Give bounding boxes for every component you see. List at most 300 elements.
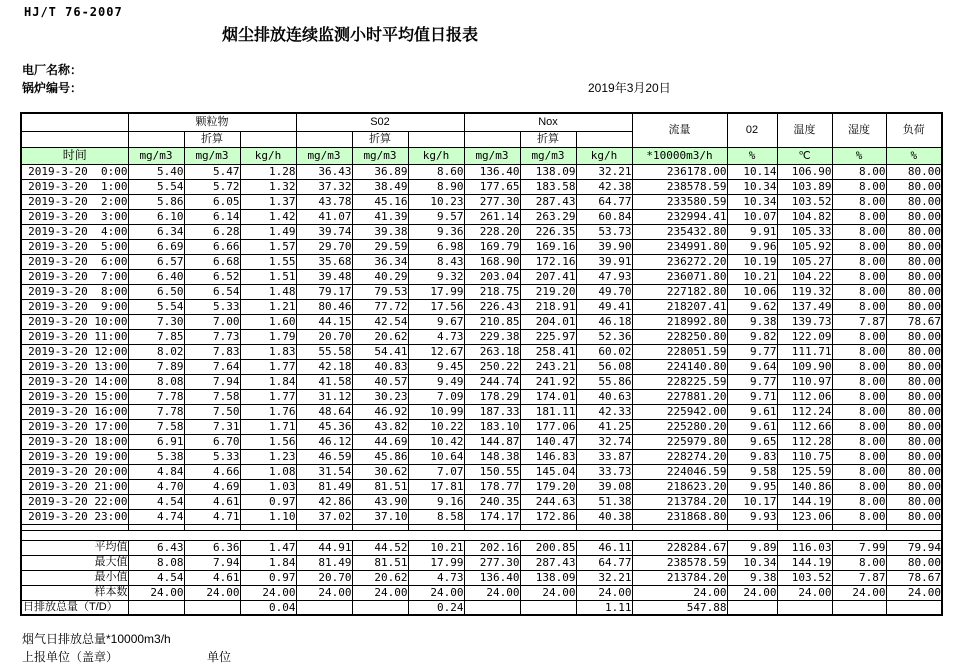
value-cell (777, 600, 832, 615)
value-cell: 174.01 (520, 389, 576, 404)
value-cell: 43.90 (352, 494, 408, 509)
value-cell: 42.18 (296, 359, 352, 374)
value-cell: 8.08 (128, 555, 184, 570)
value-cell: 9.67 (408, 314, 464, 329)
value-cell: 81.49 (296, 555, 352, 570)
report-date: 2019年3月20日 (588, 81, 671, 95)
value-cell: 80.00 (886, 209, 942, 224)
unit-cell: mg/m3 (464, 147, 520, 164)
unit-cell: mg/m3 (184, 147, 240, 164)
value-cell: 9.16 (408, 494, 464, 509)
value-cell: 8.00 (832, 224, 886, 239)
value-cell: 144.19 (777, 555, 832, 570)
value-cell: 8.00 (832, 209, 886, 224)
value-cell: 169.79 (464, 239, 520, 254)
value-cell: 7.83 (184, 344, 240, 359)
unit-cell: % (832, 147, 886, 164)
time-column-header: 时间 (21, 147, 128, 164)
summary-label-cell: 最小值 (21, 570, 128, 585)
value-cell: 8.43 (408, 254, 464, 269)
value-cell (464, 600, 520, 615)
value-cell: 44.91 (296, 540, 352, 555)
value-cell: 4.84 (128, 464, 184, 479)
value-cell: 81.51 (352, 479, 408, 494)
value-cell: 6.40 (128, 269, 184, 284)
value-cell: 8.00 (832, 449, 886, 464)
unit-cell: *10000m3/h (632, 147, 727, 164)
value-cell: 226.43 (464, 299, 520, 314)
value-cell: 80.00 (886, 344, 942, 359)
value-cell: 24.00 (464, 585, 520, 600)
value-cell: 9.71 (727, 389, 777, 404)
value-cell: 111.71 (777, 344, 832, 359)
value-cell: 202.16 (464, 540, 520, 555)
value-cell: 7.87 (832, 314, 886, 329)
value-cell: 80.00 (886, 254, 942, 269)
value-cell: 1.48 (240, 284, 296, 299)
value-cell: 7.30 (128, 314, 184, 329)
time-cell: 2019-3-20 5:00 (21, 239, 128, 254)
value-cell: 225280.20 (632, 419, 727, 434)
table-row (21, 540, 942, 555)
value-cell: 47.93 (576, 269, 632, 284)
unit-cell: mg/m3 (296, 147, 352, 164)
value-cell: 145.04 (520, 464, 576, 479)
value-cell: 226.35 (520, 224, 576, 239)
time-cell: 2019-3-20 15:00 (21, 389, 128, 404)
value-cell: 8.00 (832, 344, 886, 359)
plant-name-label: 电厂名称： (22, 63, 83, 77)
time-cell: 2019-3-20 14:00 (21, 374, 128, 389)
value-cell: 5.33 (184, 299, 240, 314)
header-converted: 折算 (184, 131, 240, 147)
value-cell: 80.00 (886, 509, 942, 524)
value-cell: 8.00 (832, 329, 886, 344)
value-cell: 56.08 (576, 359, 632, 374)
value-cell: 105.92 (777, 239, 832, 254)
value-cell: 119.32 (777, 284, 832, 299)
value-cell: 8.00 (832, 359, 886, 374)
value-cell: 4.69 (184, 479, 240, 494)
table-row (21, 570, 942, 585)
value-cell: 80.00 (886, 269, 942, 284)
value-cell: 105.27 (777, 254, 832, 269)
value-cell: 6.05 (184, 194, 240, 209)
table-row (21, 314, 942, 329)
value-cell (352, 600, 408, 615)
value-cell: 231868.80 (632, 509, 727, 524)
value-cell: 9.49 (408, 374, 464, 389)
value-cell (128, 600, 184, 615)
value-cell: 17.81 (408, 479, 464, 494)
value-cell: 81.51 (352, 555, 408, 570)
value-cell: 6.34 (128, 224, 184, 239)
value-cell: 178.77 (464, 479, 520, 494)
value-cell: 1.42 (240, 209, 296, 224)
value-cell: 125.59 (777, 464, 832, 479)
value-cell: 6.10 (128, 209, 184, 224)
value-cell: 123.06 (777, 509, 832, 524)
value-cell: 9.57 (408, 209, 464, 224)
value-cell: 9.64 (727, 359, 777, 374)
value-cell: 10.07 (727, 209, 777, 224)
value-cell: 10.19 (727, 254, 777, 269)
value-cell: 80.00 (886, 164, 942, 179)
value-cell: 7.58 (128, 419, 184, 434)
value-cell: 9.32 (408, 269, 464, 284)
value-cell: 6.50 (128, 284, 184, 299)
value-cell: 8.58 (408, 509, 464, 524)
value-cell: 6.57 (128, 254, 184, 269)
value-cell: 7.78 (128, 404, 184, 419)
table-row (21, 344, 942, 359)
value-cell: 168.90 (464, 254, 520, 269)
time-cell: 2019-3-20 23:00 (21, 509, 128, 524)
value-cell: 5.33 (184, 449, 240, 464)
value-cell: 1.11 (576, 600, 632, 615)
value-cell: 8.00 (832, 239, 886, 254)
value-cell: 139.73 (777, 314, 832, 329)
value-cell: 9.61 (727, 419, 777, 434)
unit-cell: kg/h (576, 147, 632, 164)
spacer-row (21, 530, 942, 540)
table-row (21, 464, 942, 479)
value-cell: 236178.00 (632, 164, 727, 179)
value-cell: 110.75 (777, 449, 832, 464)
value-cell: 4.54 (128, 494, 184, 509)
table-row (21, 494, 942, 509)
value-cell: 203.04 (464, 269, 520, 284)
value-cell: 137.49 (777, 299, 832, 314)
header-blank (21, 131, 128, 147)
value-cell: 6.69 (128, 239, 184, 254)
value-cell: 6.43 (128, 540, 184, 555)
header-o2: 02 (727, 113, 777, 147)
value-cell: 36.34 (352, 254, 408, 269)
value-cell: 7.99 (832, 540, 886, 555)
value-cell: 110.97 (777, 374, 832, 389)
value-cell: 1.83 (240, 344, 296, 359)
value-cell: 1.03 (240, 479, 296, 494)
value-cell: 41.07 (296, 209, 352, 224)
value-cell: 4.70 (128, 479, 184, 494)
value-cell: 42.33 (576, 404, 632, 419)
report-table (20, 112, 943, 616)
value-cell: 8.60 (408, 164, 464, 179)
value-cell: 238578.59 (632, 179, 727, 194)
value-cell: 6.68 (184, 254, 240, 269)
time-cell: 2019-3-20 22:00 (21, 494, 128, 509)
value-cell: 4.71 (184, 509, 240, 524)
time-cell: 2019-3-20 2:00 (21, 194, 128, 209)
value-cell: 24.00 (832, 585, 886, 600)
table-row (21, 209, 942, 224)
value-cell: 10.34 (727, 555, 777, 570)
value-cell: 40.83 (352, 359, 408, 374)
value-cell: 144.87 (464, 434, 520, 449)
header-flow: 流量 (632, 113, 727, 147)
value-cell: 80.00 (886, 374, 942, 389)
value-cell: 244.63 (520, 494, 576, 509)
value-cell: 7.85 (128, 329, 184, 344)
value-cell: 250.22 (464, 359, 520, 374)
value-cell: 240.35 (464, 494, 520, 509)
table-row (21, 269, 942, 284)
value-cell: 20.62 (352, 570, 408, 585)
value-cell: 6.66 (184, 239, 240, 254)
value-cell: 112.28 (777, 434, 832, 449)
value-cell: 40.63 (576, 389, 632, 404)
value-cell: 228250.80 (632, 329, 727, 344)
value-cell: 1.79 (240, 329, 296, 344)
value-cell: 45.16 (352, 194, 408, 209)
value-cell: 24.00 (886, 585, 942, 600)
value-cell: 104.82 (777, 209, 832, 224)
table-row (21, 389, 942, 404)
value-cell: 9.38 (727, 314, 777, 329)
value-cell: 122.09 (777, 329, 832, 344)
value-cell: 104.22 (777, 269, 832, 284)
value-cell: 39.91 (576, 254, 632, 269)
value-cell: 235432.80 (632, 224, 727, 239)
header-load: 负荷 (886, 113, 942, 147)
value-cell: 4.73 (408, 570, 464, 585)
value-cell: 55.58 (296, 344, 352, 359)
value-cell: 1.60 (240, 314, 296, 329)
value-cell: 136.40 (464, 570, 520, 585)
value-cell: 9.61 (727, 404, 777, 419)
unit-cell: mg/m3 (520, 147, 576, 164)
table-row (21, 479, 942, 494)
value-cell: 80.00 (886, 555, 942, 570)
value-cell: 136.40 (464, 164, 520, 179)
value-cell: 17.56 (408, 299, 464, 314)
time-cell: 2019-3-20 10:00 (21, 314, 128, 329)
table-row (21, 600, 942, 615)
value-cell: 4.74 (128, 509, 184, 524)
value-cell: 210.85 (464, 314, 520, 329)
value-cell: 213784.20 (632, 570, 727, 585)
value-cell: 233580.59 (632, 194, 727, 209)
value-cell: 45.36 (296, 419, 352, 434)
value-cell: 43.82 (352, 419, 408, 434)
value-cell: 10.34 (727, 179, 777, 194)
value-cell: 243.21 (520, 359, 576, 374)
value-cell: 140.47 (520, 434, 576, 449)
time-cell: 2019-3-20 0:00 (21, 164, 128, 179)
value-cell: 37.02 (296, 509, 352, 524)
value-cell: 236272.20 (632, 254, 727, 269)
table-row (21, 434, 942, 449)
value-cell: 9.96 (727, 239, 777, 254)
value-cell: 228225.59 (632, 374, 727, 389)
value-cell: 5.38 (128, 449, 184, 464)
data-rows (21, 164, 942, 524)
time-cell: 2019-3-20 4:00 (21, 224, 128, 239)
value-cell: 218623.20 (632, 479, 727, 494)
value-cell: 9.77 (727, 374, 777, 389)
value-cell: 31.54 (296, 464, 352, 479)
summary-label-cell: 最大值 (21, 555, 128, 570)
unit-label: 单位 (207, 650, 232, 664)
value-cell: 80.00 (886, 329, 942, 344)
value-cell: 6.28 (184, 224, 240, 239)
value-cell: 6.98 (408, 239, 464, 254)
table-row (21, 194, 942, 209)
time-cell: 2019-3-20 8:00 (21, 284, 128, 299)
value-cell: 1.47 (240, 540, 296, 555)
value-cell: 54.41 (352, 344, 408, 359)
value-cell: 183.58 (520, 179, 576, 194)
value-cell: 8.00 (832, 269, 886, 284)
separator-rows (21, 524, 942, 540)
unit-cell: % (886, 147, 942, 164)
value-cell: 7.78 (128, 389, 184, 404)
value-cell: 42.54 (352, 314, 408, 329)
value-cell: 169.16 (520, 239, 576, 254)
value-cell: 9.77 (727, 344, 777, 359)
value-cell: 60.84 (576, 209, 632, 224)
value-cell: 1.77 (240, 389, 296, 404)
value-cell: 7.00 (184, 314, 240, 329)
value-cell: 36.89 (352, 164, 408, 179)
value-cell: 39.74 (296, 224, 352, 239)
value-cell: 24.00 (296, 585, 352, 600)
value-cell: 228.20 (464, 224, 520, 239)
value-cell: 44.52 (352, 540, 408, 555)
unit-cell: ℃ (777, 147, 832, 164)
value-cell: 8.00 (832, 389, 886, 404)
value-cell: 218.75 (464, 284, 520, 299)
unit-cell: kg/h (240, 147, 296, 164)
unit-cell: mg/m3 (128, 147, 184, 164)
time-cell: 2019-3-20 17:00 (21, 419, 128, 434)
value-cell: 187.33 (464, 404, 520, 419)
value-cell: 227881.20 (632, 389, 727, 404)
value-cell: 80.00 (886, 419, 942, 434)
unit-cell: % (727, 147, 777, 164)
value-cell: 6.70 (184, 434, 240, 449)
value-cell: 8.00 (832, 434, 886, 449)
value-cell: 42.38 (576, 179, 632, 194)
flue-gas-total-label: 烟气日排放总量*10000m3/h (22, 632, 171, 646)
table-row (21, 585, 942, 600)
value-cell: 10.99 (408, 404, 464, 419)
value-cell: 1.49 (240, 224, 296, 239)
value-cell: 146.83 (520, 449, 576, 464)
value-cell: 277.30 (464, 555, 520, 570)
value-cell: 80.00 (886, 284, 942, 299)
boiler-no-label: 锅炉编号： (22, 81, 83, 95)
value-cell: 7.94 (184, 555, 240, 570)
value-cell: 80.00 (886, 494, 942, 509)
value-cell: 80.00 (886, 449, 942, 464)
value-cell: 225.97 (520, 329, 576, 344)
value-cell: 24.00 (408, 585, 464, 600)
value-cell: 228274.20 (632, 449, 727, 464)
value-cell: 9.36 (408, 224, 464, 239)
value-cell: 46.11 (576, 540, 632, 555)
value-cell: 9.38 (727, 570, 777, 585)
value-cell: 1.28 (240, 164, 296, 179)
value-cell (832, 600, 886, 615)
value-cell: 10.17 (727, 494, 777, 509)
reporting-unit-label: 上报单位（盖章） (22, 650, 119, 664)
value-cell: 80.46 (296, 299, 352, 314)
value-cell: 53.73 (576, 224, 632, 239)
value-cell: 183.10 (464, 419, 520, 434)
value-cell: 79.94 (886, 540, 942, 555)
time-cell: 2019-3-20 18:00 (21, 434, 128, 449)
value-cell: 8.08 (128, 374, 184, 389)
value-cell: 24.00 (777, 585, 832, 600)
value-cell: 238578.59 (632, 555, 727, 570)
value-cell (296, 600, 352, 615)
value-cell: 39.08 (576, 479, 632, 494)
value-cell: 8.00 (832, 419, 886, 434)
value-cell: 40.38 (576, 509, 632, 524)
value-cell: 80.00 (886, 359, 942, 374)
value-cell: 45.86 (352, 449, 408, 464)
value-cell: 17.99 (408, 555, 464, 570)
value-cell: 8.00 (832, 299, 886, 314)
value-cell: 8.90 (408, 179, 464, 194)
value-cell: 8.00 (832, 194, 886, 209)
value-cell: 106.90 (777, 164, 832, 179)
value-cell: 20.70 (296, 329, 352, 344)
value-cell: 39.48 (296, 269, 352, 284)
time-cell: 2019-3-20 16:00 (21, 404, 128, 419)
value-cell: 36.43 (296, 164, 352, 179)
value-cell: 138.09 (520, 164, 576, 179)
value-cell: 9.93 (727, 509, 777, 524)
value-cell: 227182.80 (632, 284, 727, 299)
value-cell: 244.74 (464, 374, 520, 389)
value-cell: 10.42 (408, 434, 464, 449)
value-cell: 37.32 (296, 179, 352, 194)
value-cell: 33.87 (576, 449, 632, 464)
value-cell: 5.86 (128, 194, 184, 209)
value-cell: 1.57 (240, 239, 296, 254)
value-cell: 0.04 (240, 600, 296, 615)
value-cell: 24.00 (632, 585, 727, 600)
value-cell: 0.24 (408, 600, 464, 615)
value-cell: 6.52 (184, 269, 240, 284)
value-cell: 10.14 (727, 164, 777, 179)
value-cell: 1.08 (240, 464, 296, 479)
summary-label-cell: 样本数 (21, 585, 128, 600)
value-cell: 9.83 (727, 449, 777, 464)
value-cell: 229.38 (464, 329, 520, 344)
value-cell: 181.11 (520, 404, 576, 419)
table-row (21, 179, 942, 194)
value-cell: 177.06 (520, 419, 576, 434)
value-cell: 150.55 (464, 464, 520, 479)
value-cell: 8.00 (832, 179, 886, 194)
value-cell: 263.29 (520, 209, 576, 224)
value-cell: 1.84 (240, 374, 296, 389)
value-cell: 1.84 (240, 555, 296, 570)
value-cell: 41.25 (576, 419, 632, 434)
summary-label-cell: 平均值 (21, 540, 128, 555)
time-cell: 2019-3-20 9:00 (21, 299, 128, 314)
header-converted: 折算 (352, 131, 408, 147)
value-cell: 40.57 (352, 374, 408, 389)
header-blank (408, 131, 464, 147)
value-cell: 1.76 (240, 404, 296, 419)
value-cell: 79.53 (352, 284, 408, 299)
table-row (21, 329, 942, 344)
